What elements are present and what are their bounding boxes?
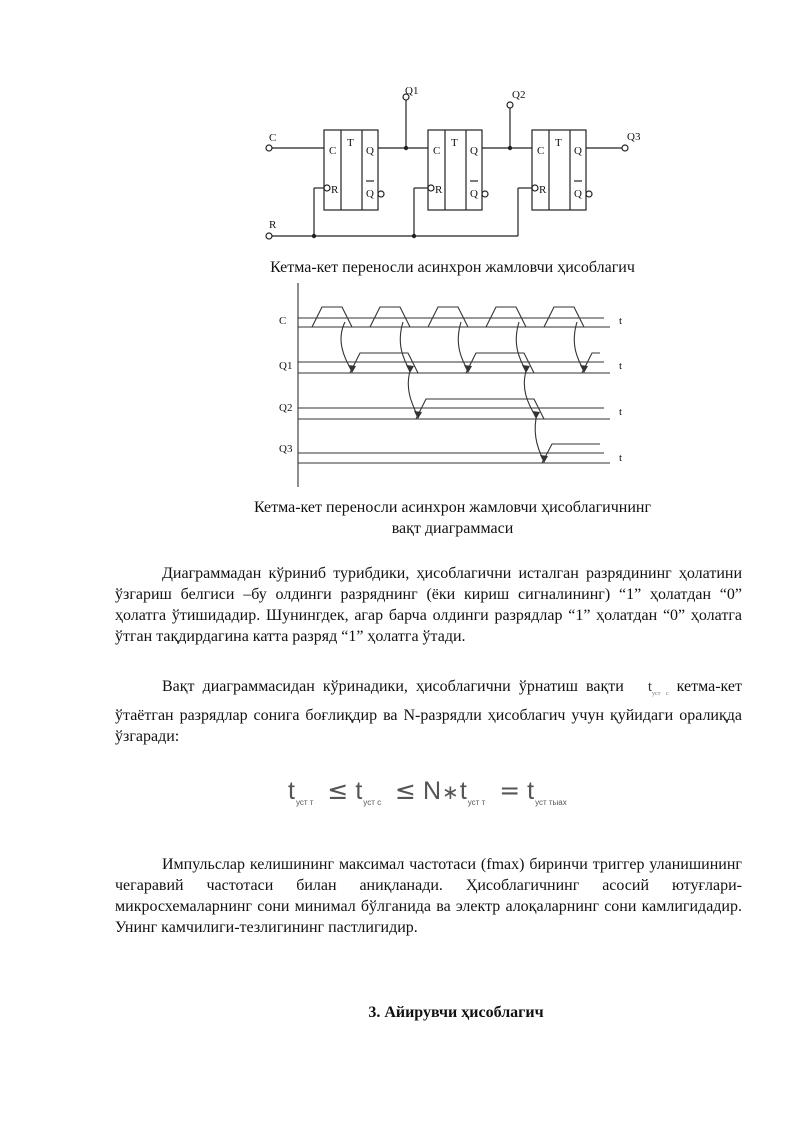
time-label-q2: t [619,406,623,418]
formula-le-1: ≤ [327,776,350,805]
ff1-t-label: T [347,137,354,149]
input-c-label: C [269,132,277,144]
formula-le-2: ≤ [395,776,417,805]
ff1-r-label: R [331,184,339,196]
paragraph-3-text: Импульслар келишининг максимал частотаси (fmax) биринчи триггер уланишининг чегаравий частотаси билан аниқланади. Ҳисоблагичнинг асосий ютуғлари-микросхемаларнинг сони минимал бўлганида ва электр алоқаларнинг сони камлигидадир. Унинг камчилиги-тезлигининг пастлигидир. [115,856,742,936]
formula-s1: уст т [295,798,314,807]
ff3-t-label: T [555,137,562,149]
signal-q3-label: Q3 [279,443,293,455]
setup-time-subscript: уст с [652,691,669,698]
ff1-qbar-label: Q [366,188,374,200]
formula-n: N [422,777,443,805]
time-label-q1: t [619,360,623,372]
section-heading: 3. Айирувчи ҳисоблагич [368,1004,544,1021]
timing-caption-line2: вақт диаграммаси [391,520,514,537]
ff1-q-label: Q [366,145,374,157]
ff3-r-label: R [539,184,547,196]
ff3-qbar-label: Q [574,188,582,200]
input-r-label: R [269,219,277,231]
counter-circuit-diagram [0,0,800,250]
paragraph-1-text: Диаграммадан кўриниб турибдики, ҳисоблагични исталган разрядининг ҳолатини ўзгариш белгиси –бу олдинги разряднинг (ёки кириш сигналининг) “1” ҳолатдан “0” ҳолатга ўтишидадир. Шунингдек, агар барча олдинги разрядлар “1” ҳолатдан “0” ҳолатга ўтган тақдирдагина катта разряд “1” ҳолатга ўтади. [115,565,742,645]
setup-time-symbol: t [647,679,653,695]
ff2-qbar-label: Q [470,188,478,200]
paragraph-2-text-a: Вақт диаграммасидан кўринадики, ҳисоблагични ўрнатиш вақти [162,678,624,695]
formula-s3: уст т [467,798,486,807]
formula-eq: = [499,776,522,805]
ff2-q-label: Q [470,145,478,157]
ff3-c-label: C [537,145,545,157]
signal-q1-label: Q1 [279,360,293,372]
ff2-r-label: R [435,184,443,196]
paragraph-3 [115,854,742,938]
formula-t4: t [527,777,536,805]
time-label-c: t [619,315,623,327]
formula-star: ∗ [442,782,460,804]
paragraph-2 [115,676,742,747]
signal-q2-label: Q2 [279,402,293,414]
formula-s2: уст с [363,798,382,807]
paragraph-1 [115,563,742,647]
setup-time-formula [288,776,567,807]
ff2-t-label: T [451,137,458,149]
ff1-c-label: C [329,145,337,157]
paragraph-2-text-b: кетма-кет ўтаётган разрядлар сонига боғлиқдир ва N-разрядли ҳисоблагич учун қуйидаги оралиқда ўзгаради: [115,678,743,746]
ff3-q-label: Q [574,145,582,157]
q3-label: Q3 [627,131,641,143]
formula-t1: t [288,777,296,805]
signal-c-label: C [279,315,287,327]
time-label-q3: t [619,452,623,464]
formula-t3: t [459,777,468,805]
timing-diagram [0,280,800,490]
formula-t2: t [355,777,364,805]
q2-label: Q2 [512,89,526,101]
q1-label: Q1 [405,85,419,97]
ff2-c-label: C [433,145,441,157]
formula-s4: уст тыах [535,798,567,807]
timing-caption-line1: Кетма-кет переносли асинхрон жамловчи ҳисоблагичнинг [253,499,652,516]
circuit-caption: Кетма-кет переносли асинхрон жамловчи ҳисоблагич [270,259,635,276]
